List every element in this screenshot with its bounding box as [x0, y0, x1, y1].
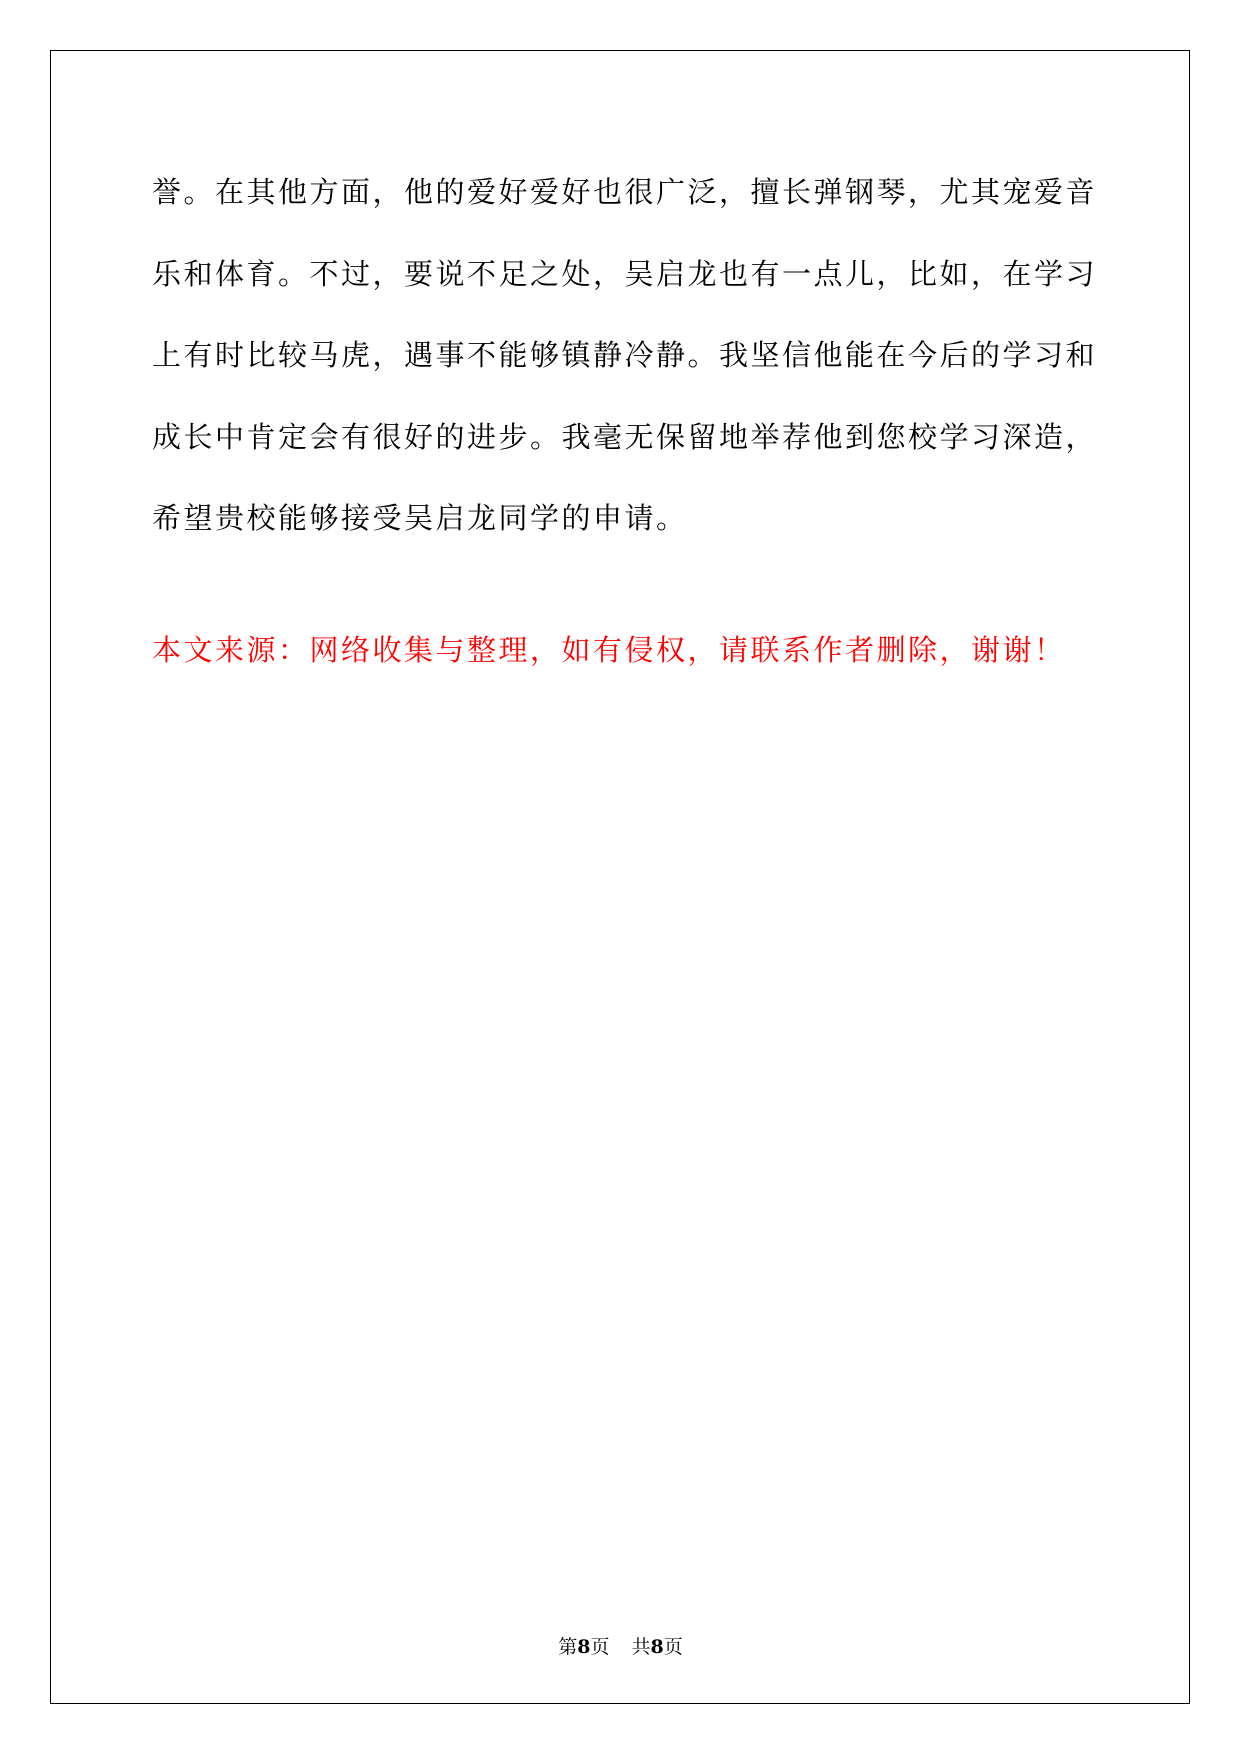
- body-line-3: 上有时比较马虎，遇事不能够镇静冷静。我坚信他能在今后的学习和: [152, 338, 1098, 372]
- page-number: 8: [577, 1636, 591, 1658]
- body-line-5: 希望贵校能够接受吴启龙同学的申请。: [152, 501, 688, 535]
- page-prefix: 第: [558, 1636, 578, 1658]
- body-line-4: 成长中肯定会有很好的进步。我毫无保留地举荐他到您校学习深造，: [152, 419, 1098, 454]
- page-suffix: 页: [590, 1636, 610, 1658]
- body-line-1: 誉。在其他方面，他的爱好爱好也很广泛，擅长弹钢琴，尤其宠爱音: [152, 175, 1098, 209]
- total-pages: 8: [650, 1636, 664, 1658]
- letter-body: [152, 152, 1098, 560]
- total-suffix: 页: [663, 1636, 683, 1658]
- total-prefix: 共: [631, 1636, 651, 1658]
- page-footer: [0, 1632, 1241, 1659]
- source-disclaimer: 本文来源：网络收集与整理，如有侵权，请联系作者删除，谢谢！: [152, 633, 1066, 667]
- body-line-2: 乐和体育。不过，要说不足之处，吴启龙也有一点儿，比如，在学习: [152, 256, 1098, 291]
